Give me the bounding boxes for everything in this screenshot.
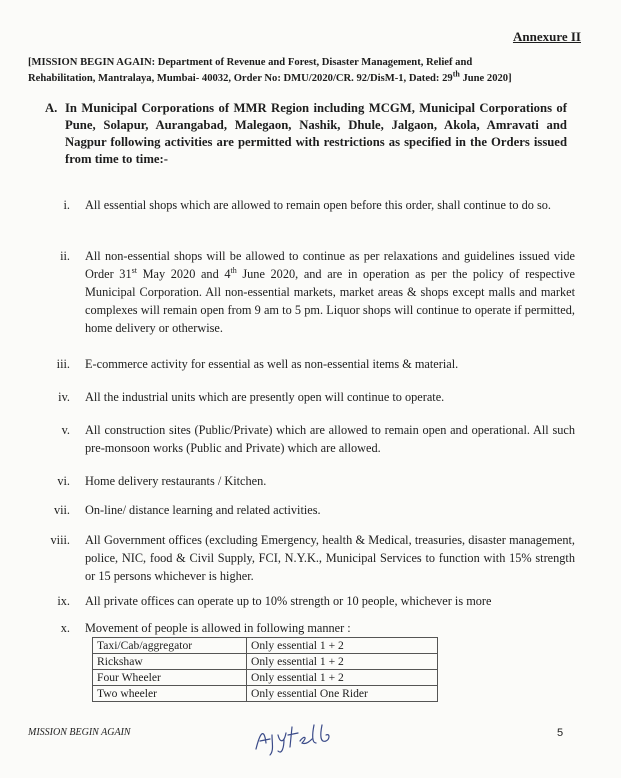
table-row: [93, 686, 438, 702]
movement-intro: Movement of people is allowed in following manner :: [85, 621, 351, 635]
footer-mission-label: MISSION BEGIN AGAIN: [28, 727, 131, 738]
list-item-number: x.: [60, 621, 70, 635]
mode-cell: Rickshaw: [93, 654, 247, 670]
list-item: [40, 247, 575, 337]
list-item-number: ix.: [57, 594, 70, 608]
list-item-number: i.: [63, 198, 70, 212]
page-number: 5: [557, 727, 564, 739]
rule-cell: Only essential 1 + 2: [247, 654, 438, 670]
list-item: [40, 592, 575, 610]
list-item-text: E-commerce activity for essential as well as non-essential items & material.: [85, 357, 459, 371]
list-item-text: All construction sites (Public/Private) which are allowed to remain open and operational. All such pre-monsoon works (Public and Private) which are allowed.: [85, 423, 575, 455]
list-item-number: vii.: [53, 503, 70, 517]
section-heading: In Municipal Corporations of MMR Region including MCGM, Municipal Corporations of Pune, Solapur, Aurangabad, Malegaon, Nashik, Dhule, Jalgaon, Akola, Amravati and Nagpur following activities are permitted with restrictions as specified in the Orders issued from time to time:-: [65, 101, 567, 166]
rule-cell: Only essential 1 + 2: [247, 670, 438, 686]
table-row: [93, 654, 438, 670]
header-line-1: [MISSION BEGIN AGAIN: Department of Revenue and Forest, Disaster Management, Relief and: [28, 57, 473, 68]
section-a: [45, 100, 567, 168]
list-item-text: All the industrial units which are presently open will continue to operate.: [85, 390, 445, 404]
mode-cell: Four Wheeler: [93, 670, 247, 686]
list-item-text: All non-essential shops will be allowed to continue as per relaxations and guidelines issued vide Order 31st May 2020 and 4th June 2020, and are in operation as per the policy of respective Municipal Corporation. All non-essential markets, market areas & shops except malls and market complexes will remain open from 9 am to 5 pm. Liquor shops will continue to operate if permitted, home delivery or otherwise.: [85, 249, 575, 335]
header-line-2: Rehabilitation, Mantralaya, Mumbai- 40032, Order No: DMU/2020/CR. 92/DisM-1, Dated: 29th June 2020]: [28, 69, 512, 84]
list-item-number: viii.: [50, 533, 70, 547]
list-item-text: On-line/ distance learning and related activities.: [85, 503, 321, 517]
list-item: [40, 501, 575, 519]
mode-cell: Taxi/Cab/aggregator: [93, 638, 247, 654]
list-item: [40, 355, 575, 373]
list-item: [40, 531, 575, 585]
section-letter: A.: [45, 101, 58, 115]
rule-cell: Only essential 1 + 2: [247, 638, 438, 654]
order-header: [28, 55, 580, 87]
list-item: [40, 421, 575, 457]
rule-cell: Only essential One Rider: [247, 686, 438, 702]
table-row: [93, 670, 438, 686]
list-item-text: All private offices can operate up to 10% strength or 10 people, whichever is more: [85, 594, 492, 608]
list-item-number: iii.: [56, 357, 70, 371]
signature-image: [250, 721, 340, 757]
list-item-text: All essential shops which are allowed to remain open before this order, shall continue to do so.: [85, 198, 551, 212]
list-item-text: All Government offices (excluding Emergency, health & Medical, treasuries, disaster management, police, NIC, food & Civil Supply, FCI, N.Y.K., Municipal Services to function with 15% strength or 15 persons whichever is higher.: [85, 533, 575, 583]
list-item-text: Home delivery restaurants / Kitchen.: [85, 474, 267, 488]
list-item-number: vi.: [57, 474, 70, 488]
list-item: [40, 388, 575, 406]
list-item-number: v.: [61, 423, 70, 437]
list-item-number: ii.: [60, 249, 70, 263]
movement-table: [92, 637, 438, 702]
annexure-label: Annexure II: [512, 29, 581, 44]
table-row: [93, 638, 438, 654]
list-item: [40, 196, 575, 214]
list-item: [40, 472, 575, 490]
mode-cell: Two wheeler: [93, 686, 247, 702]
list-item-number: iv.: [58, 390, 70, 404]
